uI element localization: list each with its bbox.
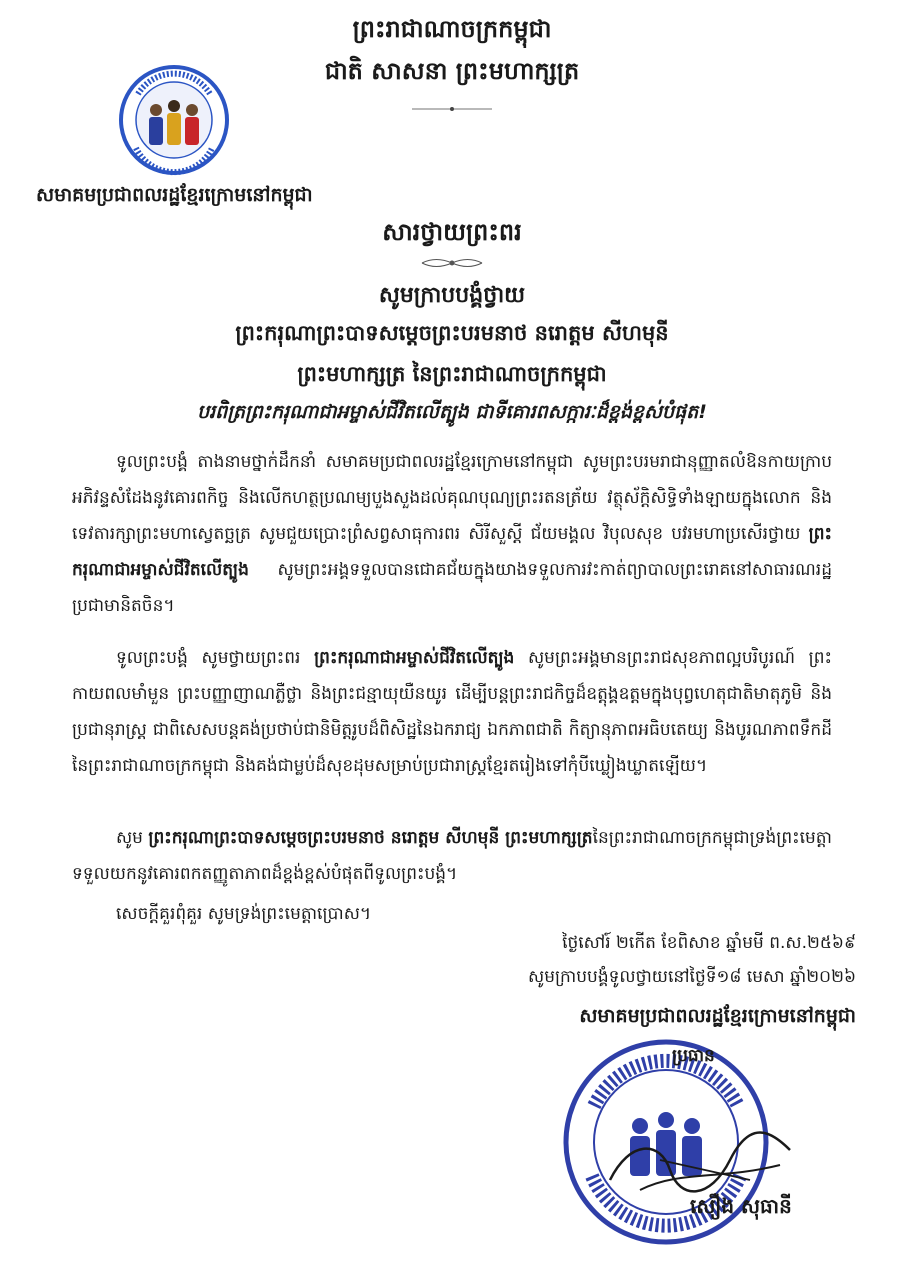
paragraph-3-text-a: សូម: [116, 828, 143, 848]
paragraph-1: [72, 444, 832, 624]
title-ornament: [420, 256, 484, 270]
kingdom-heading: ព្រះរាជាណាចក្រកម្ពុជា: [352, 15, 552, 43]
lunar-date: ថ្ងៃសៅរ៍ ២កើត ខែពិសាខ ឆ្នាំមមី ព.ស.២៥៦៩: [562, 933, 856, 953]
document-title: សារថ្វាយព្រះពរ: [382, 218, 522, 246]
paragraph-1-text-b: សូមព្រះអង្គទទួលបានជោគជ័យក្នុងយាងទទួលការវះកាត់ព្យាបាលព្រះរោគនៅសាធារណរដ្ឋប្រជាមានិតចិន។: [72, 560, 832, 616]
paragraph-1-text-a: ទូលព្រះបង្គំ តាងនាមថ្នាក់ដឹកនាំ សមាគមប្រជាពលរដ្ឋខ្មែរក្រោមនៅកម្ពុជា សូមព្រះបរមរាជានុញ្ញាតលំឱនកាយក្រាបអភិវន្ទសំដែងនូវគោរពកិច្ច និងលើកហត្ថប្រណម្យបួងសួងដល់គុណបុណ្យព្រះរតនត្រ័យ វត្ថុស័ក្តិសិទ្ធិទាំងឡាយក្នុងលោក និងទេវតារក្សាព្រះមហាស្វេតច្ឆត្រ សូមជួយប្រោះព្រំសព្វសាធុការពរ សិរីសួស្តី ជ័យមង្គល វិបុលសុខ បវរមហាប្រសើរថ្វាយ: [72, 452, 832, 544]
paragraph-2-emphasis: ព្រះករុណាជាអម្ចាស់ជីវិតលើត្បូង: [314, 648, 515, 668]
president-label: ប្រធាន: [672, 1046, 715, 1066]
signatory-name: សឿង សុធានី: [690, 1194, 792, 1218]
association-logo: [118, 64, 230, 176]
honorific-tagline: បរពិត្រព្រះករុណាជាអម្ចាស់ជីវិតលើត្បូង ជាទីគោរពសក្ការៈដ៏ខ្ពង់ខ្ពស់បំផុត!: [197, 401, 707, 423]
paragraph-3: [72, 820, 832, 892]
paragraph-3-emphasis: ព្រះករុណាព្រះបាទសម្តេចព្រះបរមនាថ នរោត្តម សីហមុនី ព្រះមហាក្សត្រ: [148, 828, 593, 848]
paragraph-3-text-b: នៃព្រះរាជាណាចក្រកម្ពុជាទ្រង់ព្រះមេត្តាទទួលយកនូវគោរពកតញ្ញូតាភាពដ៏ខ្ពង់ខ្ពស់បំផុតពីទូលព្រះបង្គំ។: [72, 828, 832, 884]
association-name: សមាគមប្រជាពលរដ្ឋខ្មែរក្រោមនៅកម្ពុជា: [36, 184, 313, 206]
addressee-line: សូមក្រាបបង្គំថ្វាយ: [378, 283, 526, 308]
paragraph-2: [72, 640, 832, 784]
king-title-line1: ព្រះករុណាព្រះបាទសម្តេចព្រះបរមនាថ នរោត្តម សីហមុនី: [235, 321, 669, 345]
closing-paragraph: សេចក្តីគួរពុំគួរ សូមទ្រង់ព្រះមេត្តាប្រោស។: [116, 904, 372, 924]
king-title-line2: ព្រះមហាក្សត្រ នៃព្រះរាជាណាចក្រកម្ពុជា: [297, 362, 607, 386]
paragraph-2-text-b: សូមព្រះអង្គមានព្រះរាជសុខភាពល្អបរិបូរណ៍ ព្រះកាយពលមាំមួន ព្រះបញ្ញាញាណភ្លឺថ្លា និងព្រះជន្មាយុយឺនយូរ ដើម្បីបន្តព្រះរាជកិច្ចដ៏ឧត្តុង្គឧត្តមក្នុងបុព្វហេតុជាតិមាតុភូមិ និងប្រជានុរាស្ត្រ ជាពិសេសបន្តគង់ប្រថាប់ជានិមិត្តរូបដ៏ពិសិដ្ឋនៃឯករាជ្យ ឯកភាពជាតិ កិត្យានុភាពអធិបតេយ្យ និងបូរណភាពទឹកដីនៃព្រះរាជាណាចក្រកម្ពុជា និងគង់ជាម្លប់ដ៏សុខដុមសម្រាប់ប្រជារាស្ត្រខ្មែរតរៀងទៅកុំបីឃ្លៀងឃ្លាតឡើយ។: [72, 648, 833, 776]
signing-organization: សមាគមប្រជាពលរដ្ឋខ្មែរក្រោមនៅកម្ពុជា: [579, 1005, 856, 1027]
solar-date: សូមក្រាបបង្គំទូលថ្វាយនៅថ្ងៃទី១៨ មេសា ឆ្នាំ២០២៦: [528, 967, 856, 987]
header-divider: [412, 106, 492, 112]
paragraph-1-emphasis: ព្រះករុណាជាអម្ចាស់ជីវិតលើត្បូង: [72, 524, 832, 580]
motto-heading: ជាតិ សាសនា ព្រះមហាក្សត្រ: [324, 57, 580, 85]
paragraph-2-text-a: ទូលព្រះបង្គំ សូមថ្វាយព្រះពរ: [116, 648, 301, 668]
